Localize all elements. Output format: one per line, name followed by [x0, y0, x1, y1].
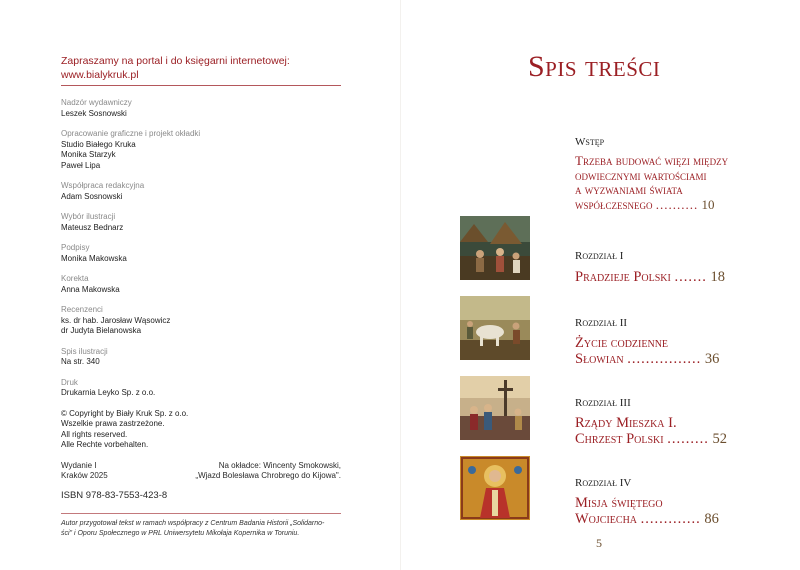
entry-title-line: Pradzieje Polski — [575, 269, 671, 285]
toc-entry-chapter-2[interactable] — [575, 335, 719, 367]
entry-title-line: Życie codzienne — [575, 335, 669, 351]
chapter-4-image — [460, 456, 530, 520]
credit-heading: Druk — [61, 377, 78, 387]
copyright-line: All rights reserved. — [61, 429, 128, 439]
imprint-page — [61, 54, 341, 539]
author-note — [61, 519, 341, 539]
toc-title: Spis treści — [528, 50, 661, 83]
cover-credit-line: Na okładce: Wincenty Smokowski, — [218, 460, 341, 470]
page-gutter — [400, 0, 401, 570]
credit-heading: Wybór ilustracji — [61, 212, 116, 221]
page-ref: 52 — [712, 431, 727, 447]
credit-value: Leszek Sosnowski — [61, 108, 127, 118]
entry-title-line: współczesnego — [575, 196, 653, 212]
credit-value: Adam Sosnowski — [61, 191, 123, 201]
cover-credit — [195, 461, 341, 482]
chapter-3-label: Rozdział III — [575, 397, 631, 409]
entry-title-line: Wojciecha — [575, 511, 638, 527]
credit-value: Paweł Lipa — [61, 160, 101, 170]
credit-block — [61, 181, 341, 202]
edition-number: Wydanie I — [61, 460, 97, 470]
divider — [61, 513, 341, 514]
chapter-2-image — [460, 296, 530, 360]
leader-dots: ................ — [627, 351, 702, 367]
credit-value: Drukarnia Leyko Sp. z o.o. — [61, 388, 156, 397]
intro-label: Wstęp — [575, 136, 605, 148]
entry-title-line: Rządy Mieszka I. — [575, 415, 677, 431]
credit-value: Na str. 340 — [61, 357, 100, 366]
author-note-line: Autor przygotował tekst w ramach współpracy z Centrum Badania Historii „Solidarno- — [61, 519, 325, 527]
entry-title-line: Chrzest Polski — [575, 431, 664, 447]
entry-last-line — [575, 511, 719, 527]
credit-value: Monika Starzyk — [61, 150, 116, 159]
credit-heading: Opracowanie graficzne i projekt okładki — [61, 129, 201, 138]
entry-title-line: Misja świętego — [575, 495, 663, 511]
credit-value: Mateusz Bednarz — [61, 222, 124, 232]
toc-entry-chapter-4[interactable] — [575, 495, 719, 527]
chapter-4-label: Rozdział IV — [575, 477, 632, 489]
portal-url[interactable]: www.bialykruk.pl — [61, 69, 139, 81]
credit-block — [61, 378, 341, 399]
entry-last-line — [575, 198, 755, 213]
divider — [61, 85, 341, 86]
credit-block — [61, 243, 341, 264]
leader-dots: ............. — [640, 511, 701, 527]
toc-entry-chapter-3[interactable] — [575, 415, 727, 447]
entry-title-line: Słowian — [575, 351, 624, 367]
toc-entry-intro[interactable] — [575, 154, 755, 212]
chapter-1-image — [460, 216, 530, 280]
credit-block — [61, 347, 341, 368]
entry-last-line — [575, 431, 727, 447]
leader-dots: ....... — [674, 269, 707, 285]
chapter-3-image — [460, 376, 530, 440]
credit-block — [61, 98, 341, 119]
credit-heading: Korekta — [61, 274, 89, 283]
page-ref: 86 — [704, 511, 719, 527]
credit-block — [61, 212, 341, 233]
page-number: 5 — [596, 536, 602, 550]
portal-invitation — [61, 54, 341, 82]
credit-block — [61, 129, 341, 171]
page-ref: 18 — [710, 269, 725, 285]
credit-heading: Spis ilustracji — [61, 346, 108, 356]
credit-heading: Współpraca redakcyjna — [61, 181, 145, 190]
page-ref: 36 — [704, 351, 720, 367]
credit-block — [61, 305, 341, 337]
entry-last-line — [575, 351, 719, 367]
entry-title-line: Trzeba budować więzi między — [575, 153, 729, 168]
leader-dots: .......... — [655, 196, 699, 212]
credit-block — [61, 274, 341, 295]
copyright-block — [61, 409, 341, 451]
edition-left — [61, 461, 108, 482]
copyright-line: Wszelkie prawa zastrzeżone. — [61, 419, 165, 428]
credit-value: ks. dr hab. Jarosław Wąsowicz — [61, 315, 171, 325]
entry-title-line: odwiecznymi wartościami — [575, 167, 707, 183]
page-ref: 10 — [701, 196, 715, 212]
isbn: ISBN 978-83-7553-423-8 — [61, 489, 168, 501]
edition-place-year: Kraków 2025 — [61, 471, 108, 480]
cover-credit-line: „Wjazd Bolesława Chrobrego do Kijowa". — [195, 471, 341, 480]
portal-text: Zapraszamy na portal i do księgarni internetowej: — [61, 55, 290, 67]
credits-list — [61, 98, 341, 399]
credit-value: Monika Makowska — [61, 253, 127, 263]
chapter-2-label: Rozdział II — [575, 317, 628, 329]
entry-title-line: a wyzwaniami świata — [575, 182, 683, 197]
copyright-line: © Copyright by Biały Kruk Sp. z o.o. — [61, 408, 189, 418]
author-note-line: ści" i Oporu Społecznego w PRL Uniwersytetu Mikołaja Kopernika w Toruniu. — [61, 529, 300, 537]
toc-entry-chapter-1[interactable] — [575, 269, 725, 286]
leader-dots: ......... — [667, 431, 709, 447]
credit-value: dr Judyta Bielanowska — [61, 326, 142, 335]
credit-heading: Podpisy — [61, 243, 90, 252]
credit-heading: Recenzenci — [61, 305, 103, 314]
credit-heading: Nadzór wydawniczy — [61, 98, 132, 107]
credit-value: Studio Białego Kruka — [61, 139, 136, 149]
chapter-1-label: Rozdział I — [575, 250, 624, 262]
credit-value: Anna Makowska — [61, 284, 120, 294]
edition-info — [61, 461, 341, 482]
copyright-line: Alle Rechte vorbehalten. — [61, 440, 149, 449]
